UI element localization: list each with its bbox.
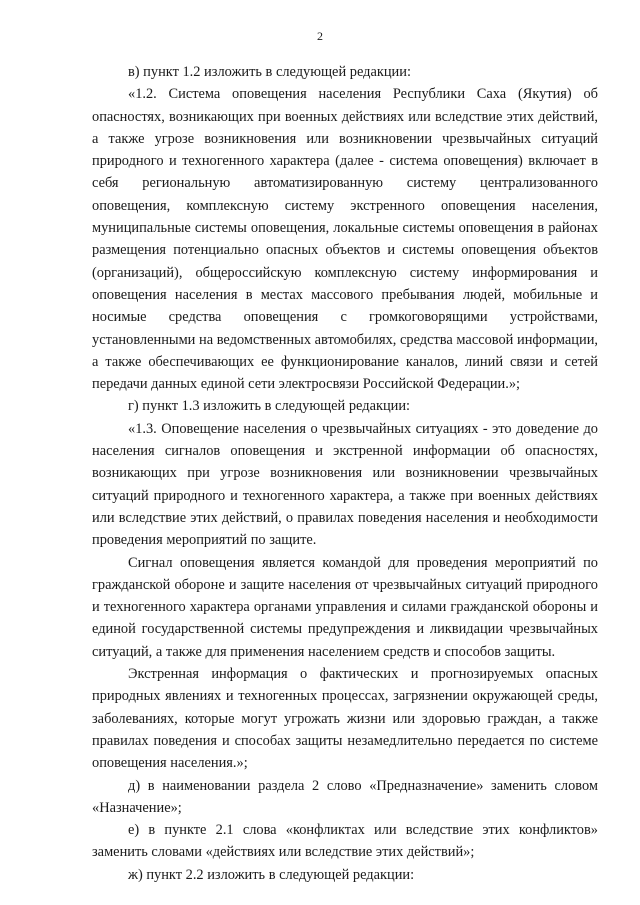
paragraph-alert-signal: Сигнал оповещения является командой для проведения мероприятий по гражданской обороне и защите населения от чрезвычайных ситуаций природного и техногенного характера органами управления и силами гражданской обороны и единой государственной системы предупреждения и ликвидации чрезвычайных ситуаций, а также для применения населением средств и способов защиты. [92,554,598,660]
paragraph-item-zh-intro: ж) пункт 2.2 изложить в следующей редакции: [128,866,415,883]
paragraph-point-1-3: «1.3. Оповещение населения о чрезвычайных ситуациях - это доведение до населения сигналов оповещения и экстренной информации об опасностях, возникающих при угрозе возникновения или возникновении чрезвычайных ситуаций природного и техногенного характера, а также при военных действиях или вследствие этих действий, о правилах поведения населения и необходимости проведения мероприятий по защите. [92,420,598,549]
paragraph-item-v-intro: в) пункт 1.2 изложить в следующей редакции: [128,64,411,80]
paragraph-emergency-info: Экстренная информация о фактических и прогнозируемых опасных природных явлениях и техногенных процессах, загрязнении окружающей среды, заболеваниях, которые могут угрожать жизни или здоровью граждан, а также правилах поведения и способах защиты незамедлительно передается по системе оповещения населения.»; [92,666,598,772]
paragraph-item-g-intro: г) пункт 1.3 изложить в следующей редакции: [128,398,411,415]
page-number: 2 [317,29,323,43]
document-body [92,61,598,886]
paragraph-item-d: д) в наименовании раздела 2 слово «Предназначение» заменить словом «Назначение»; [92,777,598,816]
paragraph-point-1-2: «1.2. Система оповещения населения Республики Саха (Якутия) об опасностях, возникающих при военных действиях или вследствие этих действий, а также угрозе возникновения или возникновении чрезвычайных ситуаций природного и техногенного характера (далее - система оповещения) включает в себя региональную автоматизированную систему централизованного оповещения, комплексную систему экстренного оповещения населения, муниципальные системы оповещения, локальные системы оповещения в районах размещения потенциально опасных объектов и системы оповещения объектов (организаций), общероссийскую комплексную систему информирования и оповещения населения в местах массового пребывания людей, мобильные и носимые средства оповещения с громкоговорящими устройствами, установленными на ведомственных автомобилях, средства массовой информации, а также обеспечивающих ее функционирование каналов, линий связи и сетей передачи данных единой сети электросвязи Российской Федерации.»; [92,86,598,393]
paragraph-item-e: е) в пункте 2.1 слова «конфликтах или вследствие этих конфликтов» заменить словами «действиях или вследствие этих действий»; [92,822,598,861]
